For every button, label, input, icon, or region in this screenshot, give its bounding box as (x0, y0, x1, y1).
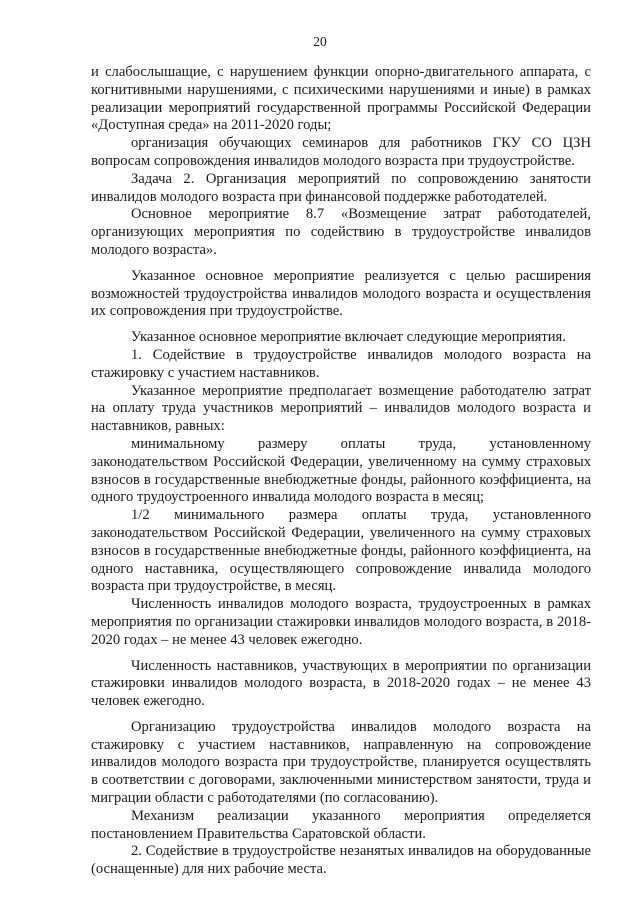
paragraph-organization: Организацию трудоустройства инвалидов молодого возраста на стажировку с участием наставников, направленную на сопровождение инвалидов молодого возраста при трудоустройстве, планируется осуществлять в соответствии с договорами, заключенными министерством занятости, труда и миграции области с работодателями (по согласованию). (91, 718, 591, 807)
paragraph-task-2: Задача 2. Организация мероприятий по сопровождению занятости инвалидов молодого возраста при финансовой поддержке работодателей. (91, 170, 591, 205)
paragraph-measure-purpose: Указанное основное мероприятие реализуется с целью расширения возможностей трудоустройства инвалидов молодого возраста и осуществления их сопровождения при трудоустройстве. (91, 267, 591, 320)
paragraph-item-2: 2. Содействие в трудоустройстве незанятых инвалидов на оборудованные (оснащенные) для них рабочие места. (91, 843, 591, 878)
paragraph-count-mentors: Численность наставников, участвующих в мероприятии по организации стажировки инвалидов молодого возраста, в 2018-2020 годах – не менее 43 человек ежегодно. (91, 657, 591, 710)
paragraph-main-measure-8-7: Основное мероприятие 8.7 «Возмещение затрат работодателей, организующих мероприятия по содействию в трудоустройстве инвалидов молодого возраста». (91, 206, 591, 258)
paragraph-reimbursement: Указанное мероприятие предполагает возмещение работодателю затрат на оплату труда участников мероприятий – инвалидов молодого возраста и наставников, равных: (91, 382, 591, 435)
paragraph-seminars: организация обучающих семинаров для работников ГКУ СО ЦЗН вопросам сопровождения инвалидов молодого возраста при трудоустройстве. (91, 135, 591, 169)
paragraph-count-employed: Численность инвалидов молодого возраста, трудоустроенных в рамках мероприятия по организации стажировки инвалидов молодого возраста, в 2018-2020 годах – не менее 43 человек ежегодно. (91, 596, 591, 648)
paragraph-measure-includes: Указанное основное мероприятие включает следующие мероприятия. (131, 329, 566, 346)
paragraph-half-min-wage: 1/2 минимального размера оплаты труда, установленного законодательством Российской Федерации, увеличенного на сумму страховых взносов в государственные внебюджетные фонды, районного коэффициента, на одного наставника, осуществляющего сопровождение инвалида молодого возраста при трудоустройстве, в месяц. (91, 507, 591, 595)
paragraph-min-wage: минимальному размеру оплаты труда, установленному законодательством Российской Федерации, увеличенному на сумму страховых взносов в государственные внебюджетные фонды, районного коэффициента, на одного трудоустроенного инвалида молодого возраста в месяц; (91, 435, 591, 506)
paragraph-continuation: и слабослышащие, с нарушением функции опорно-двигательного аппарата, с когнитивными нарушениями, с психическими нарушениями и иные) в рамках реализации мероприятий государственной программы Российской Федерации «Доступная среда» на 2011-2020 годы; (91, 64, 591, 134)
paragraph-item-1: 1. Содействие в трудоустройстве инвалидов молодого возраста на стажировку с участием наставников. (91, 346, 591, 381)
document-body (91, 64, 591, 879)
page-number: 20 (313, 34, 327, 49)
paragraph-mechanism: Механизм реализации указанного мероприятия определяется постановлением Правительства Саратовской области. (91, 807, 591, 842)
